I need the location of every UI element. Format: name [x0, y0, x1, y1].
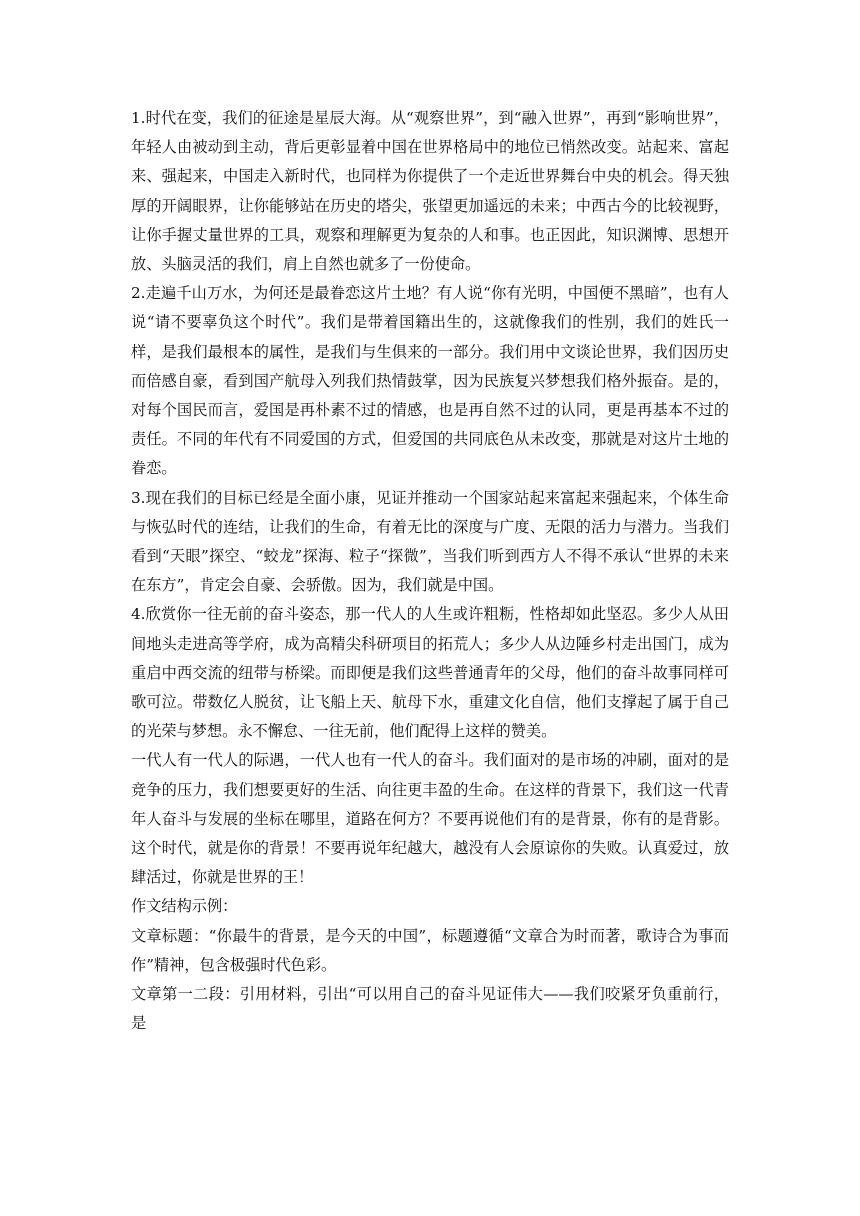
paragraph-struggle-posture: 4.欣赏你一往无前的奋斗姿态，那一代人的人生或许粗粝，性格却如此坚忍。多少人从田间地头走进高等学府，成为高精尖科研项目的拓荒人；多少人从边陲乡村走出国门，成为重启中西交流的纽带与桥梁。而即便是我们这些普通青年的父母，他们的奋斗故事同样可歌可泣。带数亿人脱贫，让飞船上天、航母下水，重建文化自信，他们支撑起了属于自己的光荣与梦想。永不懈怠、一往无前，他们配得上这样的赞美。	[131, 605, 729, 741]
paragraph-first-second-sections: 文章第一二段：引用材料，引出“可以用自己的奋斗见证伟大——我们咬紧牙负重前行，是	[131, 985, 729, 1033]
paragraph-love-of-land: 2.走遍千山万水，为何还是最眷恋这片土地？有人说“你有光明，中国便不黑暗”，也有人说“请不要辜负这个时代”。我们是带着国籍出生的，这就像我们的性别，我们的姓氏一样，是我们最根本的属性，是我们与生俱来的一部分。我们用中文谈论世界，我们因历史而倍感自豪，看到国产航母入列我们热情鼓掌，因为民族复兴梦想我们格外振奋。是的，对每个国民而言，爱国是再朴素不过的情感，也是再自然不过的认同，更是再基本不过的责任。不同的年代有不同爱国的方式，但爱国的共同底色从未改变，那就是对这片土地的眷恋。	[131, 284, 729, 478]
document-body	[131, 104, 729, 1039]
paragraph-each-generation: 一代人有一代人的际遇，一代人也有一代人的奋斗。我们面对的是市场的冲刷，面对的是竞争的压力，我们想要更好的生活、向往更丰盈的生命。在这样的背景下，我们这一代青年人奋斗与发展的坐标在哪里，道路在何方？不要再说他们有的是背景，你有的是背影。这个时代，就是你的背景！不要再说年纪越大，越没有人会原谅你的失败。认真爱过，放肆活过，你就是世界的王！	[131, 751, 729, 887]
paragraph-era-changing: 1.时代在变，我们的征途是星辰大海。从“观察世界”，到“融入世界”，再到“影响世界”，年轻人由被动到主动，背后更彰显着中国在世界格局中的地位已悄然改变。站起来、富起来、强起来，中国走入新时代，也同样为你提供了一个走近世界舞台中央的机会。得天独厚的开阔眼界，让你能够站在历史的塔尖，张望更加遥远的未来；中西古今的比较视野，让你手握丈量世界的工具，观察和理解更为复杂的人和事。也正因此，知识渊博、思想开放、头脑灵活的我们，肩上自然也就多了一份使命。	[131, 109, 729, 274]
paragraph-structure-heading: 作文结构示例：	[131, 897, 238, 916]
paragraph-essay-title: 文章标题：“你最牛的背景，是今天的中国”，标题遵循“文章合为时而著，歌诗合为事而作”精神，包含极强时代色彩。	[131, 926, 729, 974]
paragraph-moderate-prosperity: 3.现在我们的目标已经是全面小康，见证并推动一个国家站起来富起来强起来，个体生命与恢弘时代的连结，让我们的生命，有着无比的深度与广度、无限的活力与潜力。当我们看到“天眼”探空、“蛟龙”探海、粒子“探微”，当我们听到西方人不得不承认“世界的未来在东方”，肯定会自豪、会骄傲。因为，我们就是中国。	[131, 488, 729, 595]
